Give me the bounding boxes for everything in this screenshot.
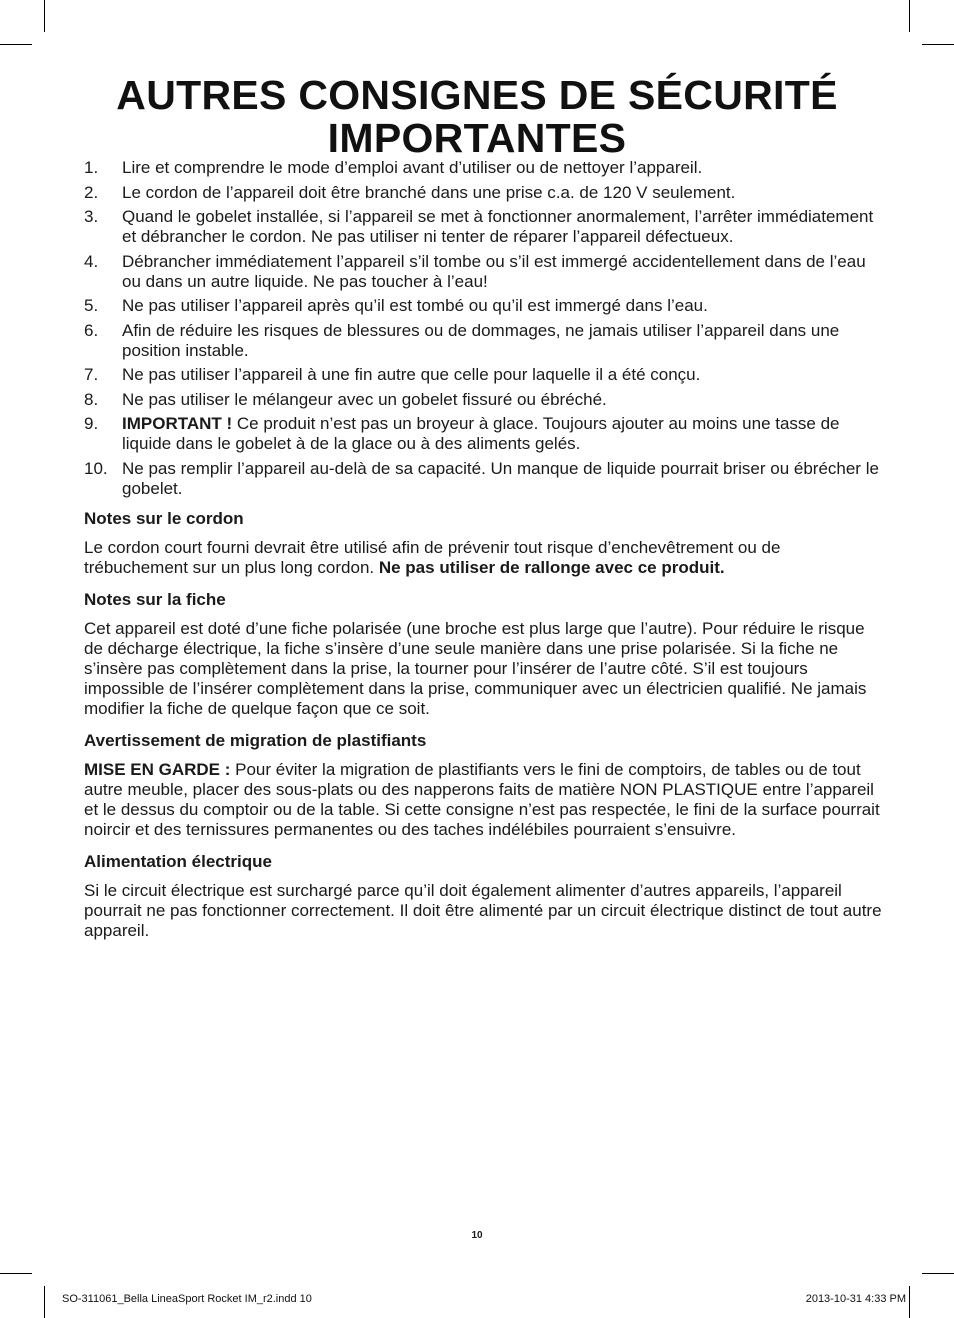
item-number: 8.	[84, 389, 99, 409]
list-item	[84, 252, 884, 292]
cord-text: Le cordon court fourni devrait être utilisé afin de prévenir tout risque d’enchevêtrement ou de trébuchement sur un plus long cordon.	[84, 537, 781, 577]
crop-mark-top-left	[44, 0, 45, 32]
item-text: Ne pas utiliser le mélangeur avec un gobelet fissuré ou ébréché.	[122, 389, 607, 409]
section-text: Si le circuit électrique est surchargé parce qu’il doit également alimenter d’autres appareils, l’appareil pourrait ne pas fonctionner correctement. Il doit être alimenté par un circuit électrique distinct de tout autre appareil.	[84, 880, 882, 940]
item-text: Le cordon de l’appareil doit être branché dans une prise c.a. de 120 V seulement.	[122, 182, 736, 202]
item-text: Quand le gobelet installée, si l’appareil se met à fonctionner anormalement, l’arrêter immédiatement et débrancher le cordon. Ne pas utiliser ni tenter de réparer l’appareil défectueux.	[122, 207, 874, 246]
item-text: Ne pas utiliser l’appareil à une fin autre que celle pour laquelle il a été conçu.	[122, 365, 701, 384]
section-text	[84, 538, 884, 578]
section-power	[84, 852, 884, 941]
section-text	[84, 760, 884, 840]
list-item	[84, 183, 884, 203]
title-line-1: AUTRES CONSIGNES DE SÉCURITÉ	[116, 72, 838, 118]
list-item	[84, 390, 884, 410]
item-text: Lire et comprendre le mode d’emploi avant d’utiliser ou de nettoyer l’appareil.	[122, 158, 703, 177]
crop-mark-top-left-h	[0, 44, 32, 45]
page-title	[0, 74, 954, 160]
plasticizer-text: Pour éviter la migration de plastifiants vers le fini de comptoirs, de tables ou de tout autre meuble, placer des sous-plats ou des napperons faits de matière NON PLASTIQUE entre l’appareil et le dessus du comptoir ou de la table. Si cette consigne n’est pas respectée, le fini de la surface pourrait noircir et des ternissures permanentes ou des taches indélébiles pourraient s’ensuivre.	[84, 759, 880, 839]
item-number: 9.	[84, 414, 99, 433]
list-item	[84, 414, 884, 454]
section-plasticizer	[84, 731, 884, 840]
cord-warning: Ne pas utiliser de rallonge avec ce produit.	[378, 557, 725, 577]
crop-mark-top-right-h	[922, 44, 954, 45]
safety-list	[84, 158, 884, 499]
page-number: 10	[471, 1230, 483, 1241]
item-number: 3.	[84, 207, 99, 226]
list-item	[84, 296, 884, 316]
section-heading: Notes sur la fiche	[84, 589, 226, 609]
section-heading: Notes sur le cordon	[84, 508, 244, 528]
item-number: 6.	[84, 320, 99, 340]
title-line-2: IMPORTANTES	[327, 115, 627, 161]
item-number: 10.	[84, 458, 108, 478]
caution-lead: MISE EN GARDE :	[84, 759, 231, 779]
list-item	[84, 459, 884, 499]
item-text: Ne pas utiliser l’appareil après qu’il est tombé ou qu’il est immergé dans l’eau.	[122, 296, 708, 315]
crop-mark-bottom-right	[909, 1286, 910, 1318]
list-item	[84, 365, 884, 385]
item-number: 2.	[84, 182, 99, 202]
slug-timestamp: 2013-10-31 4:33 PM	[805, 1293, 906, 1305]
list-item	[84, 321, 884, 361]
content	[84, 158, 884, 941]
item-text-group	[122, 414, 884, 454]
section-heading: Avertissement de migration de plastifiants	[84, 730, 427, 750]
section-text: Cet appareil est doté d’une fiche polarisée (une broche est plus large que l’autre). Pour réduire le risque de décharge électrique, la fiche s’insère d’une seule manière dans une prise polarisée. Si la fiche ne s’insère pas complètement dans la prise, la tourner pour l’insérer de l’autre côté. S’il est toujours impossible de l’insérer complètement dans la prise, communiquer avec un électricien qualifié. Ne jamais modifier la fiche de quelque façon que ce soit.	[84, 618, 867, 718]
item-text: Ne pas remplir l’appareil au-delà de sa capacité. Un manque de liquide pourrait briser ou ébrécher le gobelet.	[122, 458, 879, 498]
important-lead: IMPORTANT !	[122, 414, 233, 433]
crop-mark-bottom-left	[44, 1286, 45, 1318]
section-plug	[84, 590, 884, 719]
item-number: 4.	[84, 251, 99, 271]
crop-mark-bottom-right-h	[922, 1273, 954, 1274]
section-cord	[84, 509, 884, 578]
item-text: Débrancher immédiatement l’appareil s’il tombe ou s’il est immergé accidentellement dans de l’eau ou dans un autre liquide. Ne pas toucher à l’eau!	[122, 251, 866, 291]
list-item	[84, 158, 884, 178]
section-heading: Alimentation électrique	[84, 851, 272, 871]
item-text: Afin de réduire les risques de blessures ou de dommages, ne jamais utiliser l’appareil dans une position instable.	[122, 320, 840, 360]
slug-file-info: SO-311061_Bella LineaSport Rocket IM_r2.indd 10	[62, 1293, 312, 1305]
item-number: 1.	[84, 158, 99, 177]
item-number: 7.	[84, 365, 99, 384]
crop-mark-top-right	[909, 0, 910, 32]
item-text: Ce produit n’est pas un broyeur à glace. Toujours ajouter au moins une tasse de liquide dans le gobelet à de la glace ou à des aliments gelés.	[122, 414, 840, 453]
crop-mark-bottom-left-h	[0, 1273, 32, 1274]
list-item	[84, 207, 884, 247]
item-number: 5.	[84, 296, 99, 315]
